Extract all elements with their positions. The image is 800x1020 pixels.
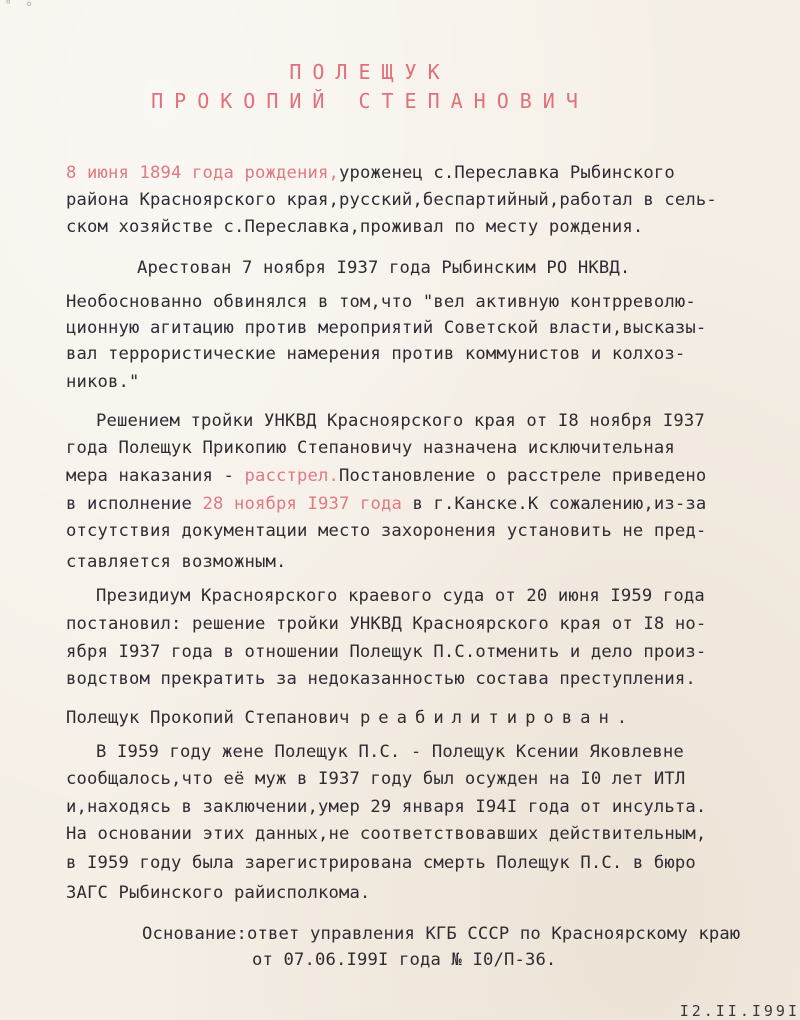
court-line-2: постановил: решение тройки УНКВД Красноярского края от I8 но- [66, 614, 707, 634]
basis-line-2: от 07.06.I99I года № I0/П-36. [252, 950, 557, 970]
corner-mark: ˚ ° [4, 0, 36, 16]
family-line-1: В I959 году жене Полещук П.С. - Полещук Ксении Яковлевне [96, 742, 684, 762]
family-line-2: сообщалось,что её муж в I937 году был осужден на I0 лет ИТЛ [66, 769, 686, 789]
rehabilitation-status: реабилитирован. [359, 708, 636, 728]
basis-line-1: Основание:ответ управления КГБ СССР по Красноярскому краю [142, 924, 741, 944]
sentence-line-5: отсутствия документации место захоронения установить не пред- [66, 521, 707, 541]
title-given-names: ПРОКОПИЙ СТЕПАНОВИЧ [151, 89, 589, 113]
sentence-line-1: Решением тройки УНКВД Красноярского края от I8 ноября I937 [96, 411, 705, 431]
sentence-type: расстрел. [244, 466, 339, 486]
sentence-line-3-b: Постановление о расстреле приведено [338, 466, 707, 486]
court-line-4: водством прекратить за недоказанностью состава преступления. [66, 669, 696, 689]
accusation-line-4: ников." [66, 372, 140, 392]
bio-line-3: ском хозяйстве с.Переславка,проживал по месту рождения. [66, 217, 644, 237]
birth-date: 8 июня 1894 года рождения, [66, 163, 339, 183]
title-surname: ПОЛЕЩУК [289, 60, 451, 84]
rehabilitation-line [66, 708, 635, 728]
sentence-line-4-b: в г.Канске.К сожалению,из-за [401, 494, 707, 514]
execution-date: 28 ноября I937 года [202, 494, 402, 514]
rehabilitation-name: Полещук Прокопий Степанович [66, 708, 360, 728]
sentence-line-3 [66, 466, 706, 486]
sentence-line-6: ставляется возможным. [66, 552, 287, 572]
sentence-line-2: года Полещук Прикопию Степановичу назначена исключительная [66, 438, 675, 458]
sentence-line-4-a: в исполнение [66, 494, 203, 514]
accusation-line-2: ционную агитацию против мероприятий Советской власти,высказы- [66, 318, 707, 338]
family-line-4: На основании этих данных,не соответствовавших действительным, [66, 824, 707, 844]
family-line-6: ЗАГС Рыбинского райисполкома. [66, 883, 371, 903]
bio-line-2: района Красноярского края,русский,беспартийный,работал в сель- [66, 190, 717, 210]
bio-line-1 [66, 163, 675, 183]
arrest-line: Арестован 7 ноября I937 года Рыбинским РО НКВД. [137, 258, 631, 278]
footer-date-mark: I2.II.I99I [679, 1002, 800, 1020]
family-line-3: и,находясь в заключении,умер 29 января I94I года от инсульта. [66, 797, 707, 817]
accusation-line-3: вал террористические намерения против коммунистов и колхоз- [66, 344, 686, 364]
family-line-5: в I959 году была зарегистрирована смерть Полещук П.С. в бюро [66, 853, 696, 873]
court-line-3: ября I937 года в отношении Полещук П.С.отменить и дело произ- [66, 642, 707, 662]
sentence-line-3-a: мера наказания - [66, 466, 245, 486]
court-line-1: Президиум Красноярского краевого суда от 20 июня I959 года [96, 586, 705, 606]
sentence-line-4 [66, 494, 706, 514]
bio-line-1-rest: уроженец с.Переславка Рыбинского [338, 163, 675, 183]
accusation-line-1: Необоснованно обвинялся в том,что "вел активную контрреволю- [66, 292, 696, 312]
